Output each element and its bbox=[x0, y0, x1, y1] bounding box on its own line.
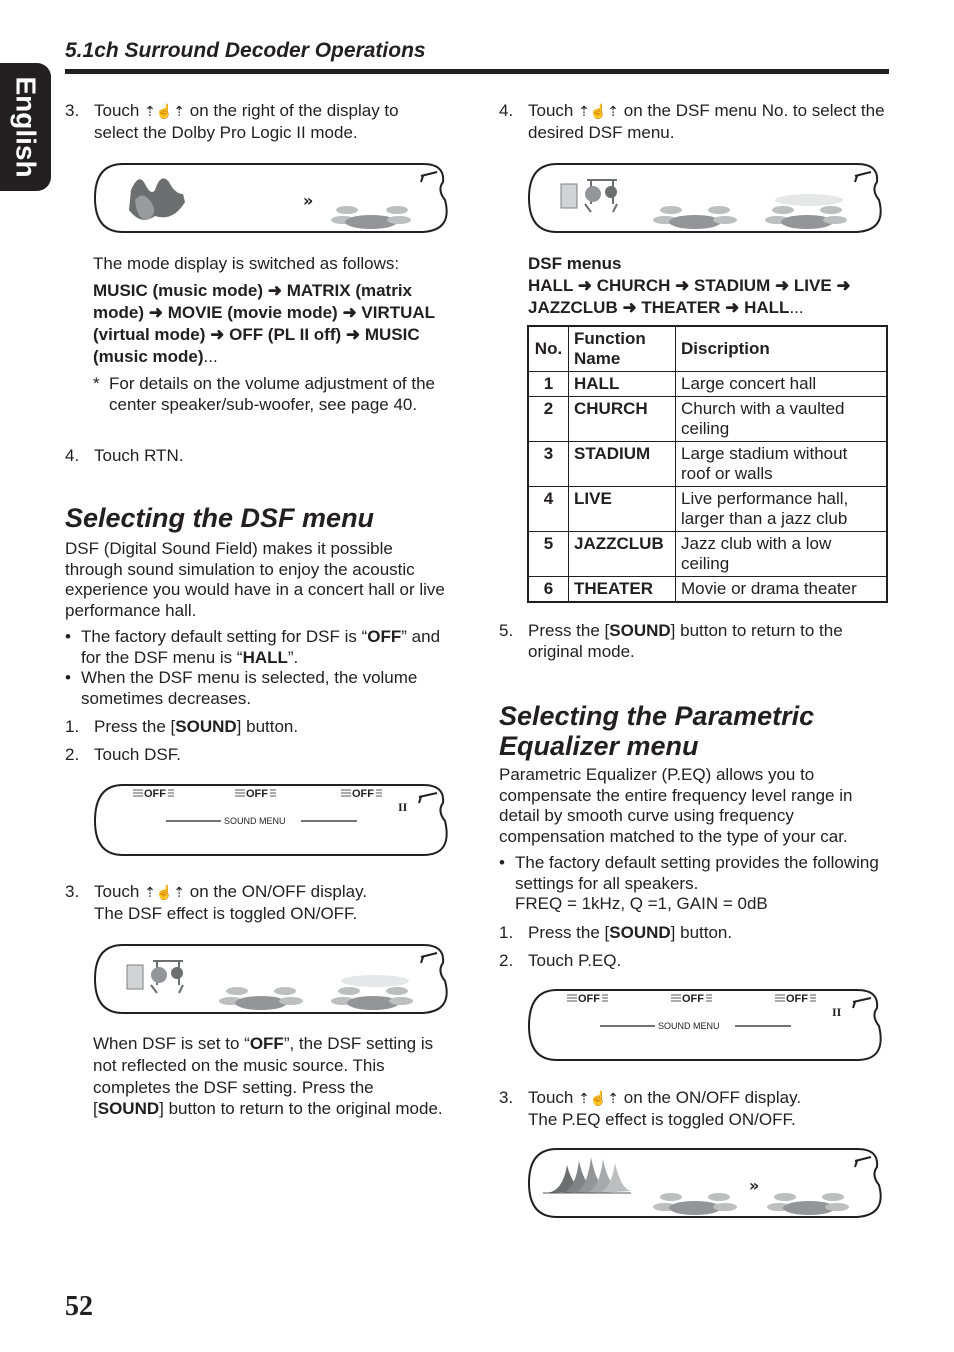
peq-step-1: 1. Press the [SOUND] button. bbox=[499, 923, 733, 942]
lcd-display-pl2 bbox=[93, 160, 451, 236]
sound-menu-label: SOUND MENU bbox=[224, 816, 286, 826]
touch-icon: ⇡☝⇡ bbox=[144, 103, 186, 119]
return-icon bbox=[855, 1157, 871, 1167]
lcd-display-sound-menu bbox=[93, 781, 451, 859]
off-label-1: OFF bbox=[578, 993, 600, 1005]
lcd-display-sound-menu-peq bbox=[527, 986, 885, 1064]
step-3-pl2: 3. Touch ⇡☝⇡ on the right of the display to select the Dolby Pro Logic II mode. bbox=[65, 101, 399, 142]
table-row: 6 THEATER Movie or drama theater bbox=[528, 577, 887, 603]
dsf-table bbox=[527, 325, 888, 603]
table-row: 1 HALL Large concert hall bbox=[528, 372, 887, 397]
lcd-display-dsf bbox=[93, 941, 451, 1017]
dsf-bullet-2: • When the DSF menu is selected, the volume sometimes decreases. bbox=[65, 668, 418, 708]
peq-intro: Parametric Equalizer (P.EQ) allows you to compensate the entire frequency level range in detail by smooth curve using frequency compensation matched to the type of your car. bbox=[499, 765, 853, 846]
mode-intro: The mode display is switched as follows: bbox=[93, 254, 400, 273]
return-icon bbox=[421, 172, 437, 182]
mode-sequence: MUSIC (music mode) ➜ MATRIX (matrix mode) ➜ MOVIE (movie mode) ➜ VIRTUAL (virtual mode) ➜ OFF (PL II off) ➜ MUSIC (music mode)... bbox=[93, 281, 435, 366]
col-function-name: Function Name bbox=[569, 326, 676, 372]
eq-curve-icon bbox=[543, 1157, 631, 1193]
off-label-2: OFF bbox=[682, 993, 704, 1005]
peq-step-3: 3. Touch ⇡☝⇡ on the ON/OFF display. The P.EQ effect is toggled ON/OFF. bbox=[499, 1088, 802, 1129]
table-row: 5 JAZZCLUB Jazz club with a low ceiling bbox=[528, 532, 887, 577]
chevron-icon: » bbox=[749, 1176, 760, 1195]
col-description: Discription bbox=[676, 326, 888, 372]
language-tab-label: English bbox=[10, 76, 41, 178]
peq-heading: Selecting the Parametric Equalizer menu bbox=[499, 701, 815, 761]
step-4-rtn: 4. Touch RTN. bbox=[65, 446, 184, 465]
pl2-mark: II bbox=[398, 800, 408, 814]
return-icon bbox=[421, 953, 437, 963]
col-no: No. bbox=[528, 326, 569, 372]
off-label-3: OFF bbox=[352, 788, 374, 800]
lcd-display-dsf-menu bbox=[527, 160, 885, 236]
dsf-bullet-1: • The factory default setting for DSF is “OFF” and for the DSF menu is “HALL”. bbox=[65, 627, 441, 667]
header-rule bbox=[65, 69, 889, 74]
peq-bullet-1: • The factory default setting provides the following settings for all speakers. FREQ = 1kHz, Q =1, GAIN = 0dB bbox=[499, 853, 879, 913]
dsf-step-4: 4. Touch ⇡☝⇡ on the DSF menu No. to select the desired DSF menu. bbox=[499, 101, 885, 142]
volume-note: * For details on the volume adjustment of the center speaker/sub-woofer, see page 40. bbox=[93, 374, 436, 414]
dsf-menus: DSF menus HALL ➜ CHURCH ➜ STADIUM ➜ LIVE ➜ JAZZCLUB ➜ THEATER ➜ HALL... bbox=[528, 254, 851, 317]
lcd-display-peq bbox=[527, 1145, 885, 1221]
touch-icon: ⇡☝⇡ bbox=[578, 103, 620, 119]
table-row: 2 CHURCH Church with a vaulted ceiling bbox=[528, 397, 887, 442]
page-number: 52 bbox=[65, 1291, 93, 1322]
dsf-step-1: 1. Press the [SOUND] button. bbox=[65, 717, 299, 736]
section-header: 5.1ch Surround Decoder Operations bbox=[65, 39, 426, 62]
dsf-step-2: 2. Touch DSF. bbox=[65, 745, 181, 764]
off-label-2: OFF bbox=[246, 788, 268, 800]
dsf-off-note: When DSF is set to “OFF”, the DSF setting is not reflected on the music source. This completes the DSF setting. Press the [SOUND] button to return to the original mode. bbox=[93, 1034, 443, 1119]
chevron-icon: » bbox=[303, 191, 314, 210]
pl2-mark: II bbox=[832, 1005, 842, 1019]
dsf-step-5: 5. Press the [SOUND] button to return to the original mode. bbox=[499, 621, 843, 661]
dsf-step-3: 3. Touch ⇡☝⇡ on the ON/OFF display. The DSF effect is toggled ON/OFF. bbox=[65, 882, 368, 923]
dsf-heading: Selecting the DSF menu bbox=[65, 503, 375, 533]
return-icon bbox=[419, 793, 437, 803]
off-label-1: OFF bbox=[144, 788, 166, 800]
return-icon bbox=[853, 998, 871, 1008]
off-label-3: OFF bbox=[786, 993, 808, 1005]
table-row: 4 LIVE Live performance hall, larger than a jazz club bbox=[528, 487, 887, 532]
language-tab bbox=[0, 63, 51, 191]
table-row: 3 STADIUM Large stadium without roof or walls bbox=[528, 442, 887, 487]
return-icon bbox=[855, 172, 871, 182]
touch-icon: ⇡☝⇡ bbox=[144, 884, 186, 900]
peq-step-2: 2. Touch P.EQ. bbox=[499, 951, 622, 970]
table-header-row bbox=[528, 326, 887, 372]
dsf-intro: DSF (Digital Sound Field) makes it possible through sound simulation to enjoy the acoustic experience you would have in a concert hall or live performance hall. bbox=[65, 539, 445, 620]
sound-menu-label: SOUND MENU bbox=[658, 1021, 720, 1031]
touch-icon: ⇡☝⇡ bbox=[578, 1090, 620, 1106]
